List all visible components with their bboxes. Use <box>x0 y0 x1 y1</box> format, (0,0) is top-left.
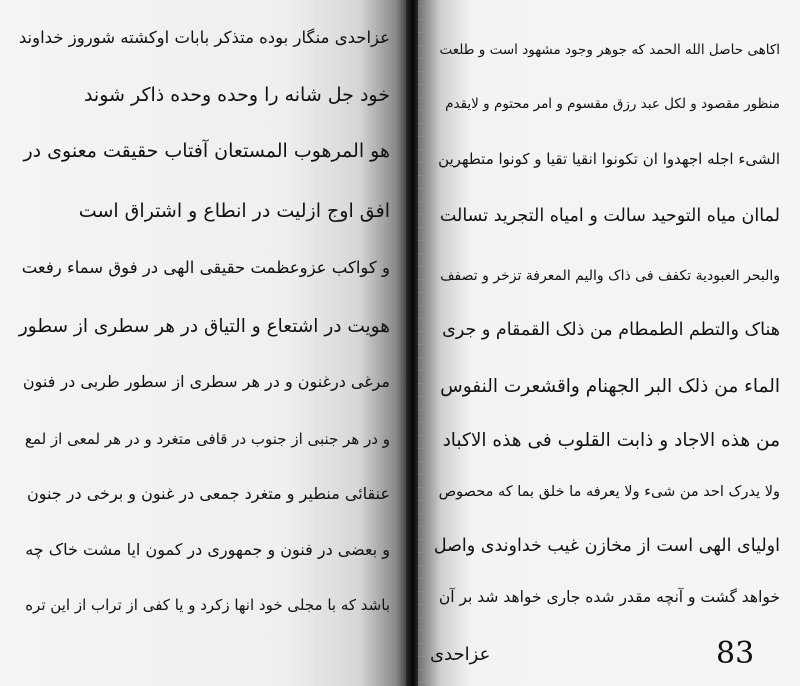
right-line-7: الماء من ذلک البر الجهنام واقشعرت النفوس <box>440 376 780 397</box>
left-line-3: هو المرهوب المستعان آفتاب حقیقت معنوی در <box>23 140 390 162</box>
left-line-5: و کواکب عزوعظمت حقیقی الهی در فوق سماء رفعت <box>21 258 390 277</box>
right-line-10: اولیای الهی است از مخازن غیب خداوندی واصل <box>433 536 780 556</box>
left-line-11: باشد که با مجلی خود انها زکرد و یا کفی از تراب از این تره <box>25 596 390 614</box>
page-edge <box>418 0 428 686</box>
right-line-9: ولا یدرک احد من شیء ولا یعرفه ما خلق بما که محصوص <box>438 484 780 500</box>
left-line-8: و در هر جنبی از جنوب در قافی متغرد و در هر لمعی از لمع <box>24 430 390 448</box>
left-line-4: افق اوج ازلیت در انطاع و اشتراق است <box>78 200 390 222</box>
right-page <box>418 0 800 686</box>
left-line-9: عنقائی منطیر و متغرد جمعی در غنون و برخی در جنون <box>26 484 390 503</box>
left-line-10: و بعضی در فنون و جمهوری در کمون ایا مشت خاک چه <box>25 540 390 559</box>
right-line-5: والبحر العبودیة تکفف فی ذاک والیم المعرفة تزخر و تصفف <box>440 268 780 284</box>
right-line-6: هناک والتطم الطمطام من ذلک القمقام و جری <box>442 320 780 340</box>
right-line-1: اکاهی حاصل الله الحمد که جوهر وجود مشهود است و طلعت <box>439 42 780 58</box>
right-line-4: لماان میاه التوحید سالت و امیاه التجرید تسالت <box>439 206 780 226</box>
right-line-11: خواهد گشت و آنچه مقدر شده جاری خواهد شد بر آن <box>438 588 780 606</box>
right-line-8: من هذه الاجاد و ذابت القلوب فی هذه الاکباد <box>442 430 780 451</box>
right-line-3: الشیء اجله اجهدوا ان تکونوا انقیا تقیا و کونوا متطهرین <box>438 150 780 168</box>
left-line-2: خود جل شانه را وحده وحده ذاکر شوند <box>83 84 390 106</box>
left-line-6: هویت در اشتعاع و التیاق در هر سطری از سطور <box>18 316 390 337</box>
page-number: 83 <box>716 636 755 671</box>
left-line-7: مرغی درغنون و در هر سطری از سطور طربی در فنون <box>22 372 390 391</box>
right-line-2: منظور مقصود و لکل عبد رزق مقسوم و امر محتوم و لایقدم <box>445 96 780 112</box>
catchword: عزاحدی <box>430 644 491 665</box>
left-line-1: عزاحدی منگار بوده متذکر بابات اوکشته شوروز خداوند <box>18 28 390 47</box>
